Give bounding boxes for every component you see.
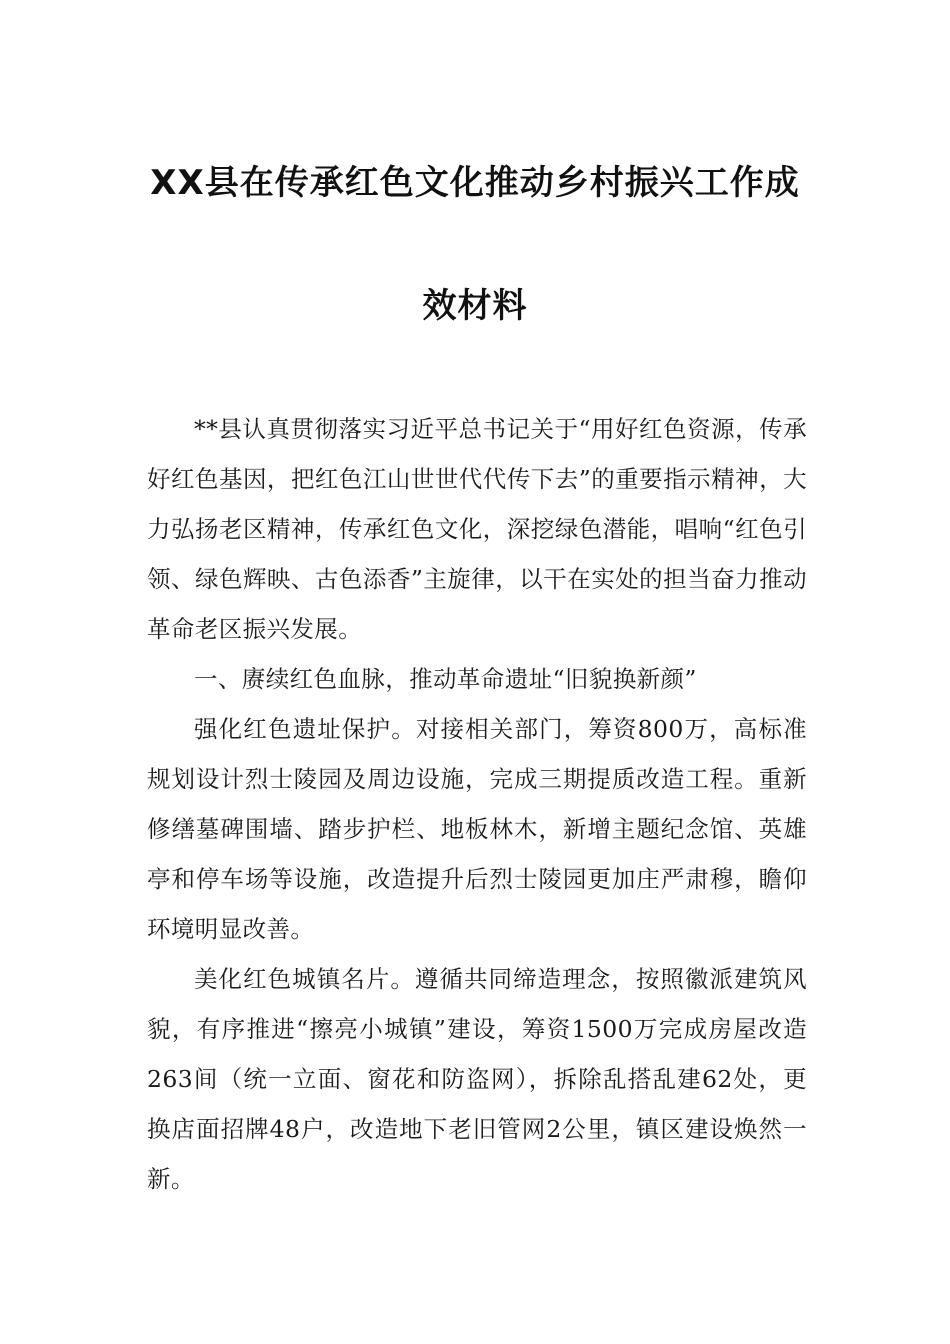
intro-paragraph: **县认真贯彻落实习近平总书记关于“用好红色资源，传承好红色基因，把红色江山世世代代传下去”的重要指示精神，大力弘扬老区精神，传承红色文化，深挖绿色潜能，唱响“红色引领、绿色辉映、古色添香”主旋律，以干在实处的担当奋力推动革命老区振兴发展。 [147, 415, 807, 643]
paragraph-red-town-beautification: 美化红色城镇名片。遵循共同缔造理念，按照徽派建筑风貌，有序推进“擦亮小城镇”建设，筹资1500万完成房屋改造263间（统一立面、窗花和防盗网），拆除乱搭乱建62处，更换店面招牌48户，改造地下老旧管网2公里，镇区建设焕然一新。 [147, 965, 807, 1193]
section-heading-1: 一、赓续红色血脉，推动革命遗址“旧貌换新颜” [194, 665, 697, 693]
document-body [147, 404, 807, 1204]
paragraph-red-site-protection: 强化红色遗址保护。对接相关部门，筹资800万，高标准规划设计烈士陵园及周边设施，完成三期提质改造工程。重新修缮墓碑围墙、踏步护栏、地板林木，新增主题纪念馆、英雄亭和停车场等设施，改造提升后烈士陵园更加庄严肃穆，瞻仰环境明显改善。 [147, 715, 807, 943]
document-title-line-2: 效材料 [422, 286, 528, 326]
document-title-line-1: XX县在传承红色文化推动乡村振兴工作成 [150, 163, 800, 203]
